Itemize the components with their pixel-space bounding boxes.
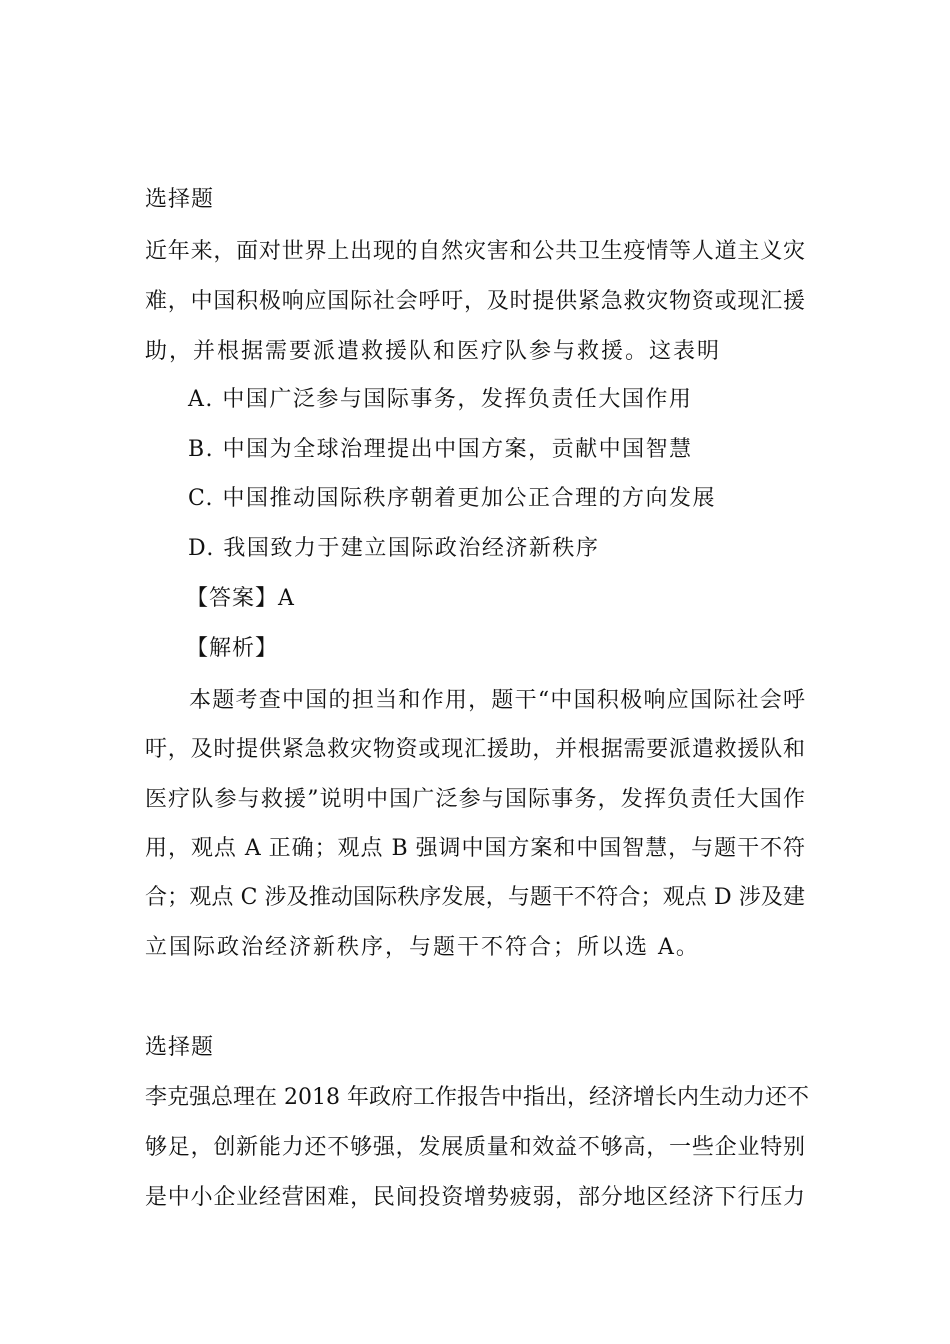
option-b: B. 中国为全球治理提出中国方案，贡献中国智慧	[188, 437, 693, 462]
analysis-line: 立国际政治经济新秩序，与题干不符合；所以选 A。	[145, 935, 700, 960]
question-stem-line: 助，并根据需要派遣救援队和医疗队参与救援。这表明	[145, 339, 722, 364]
analysis-line: 本题考查中国的担当和作用，题干“中国积极响应国际社会呼	[189, 688, 805, 713]
question-type-label: 选择题	[145, 1035, 215, 1060]
answer-label: 【答案】A	[186, 586, 295, 611]
analysis-line: 吁，及时提供紧急救灾物资或现汇援助，并根据需要派遣救援队和	[145, 737, 805, 762]
question-stem-line: 够足，创新能力还不够强，发展质量和效益不够高，一些企业特别	[145, 1135, 805, 1160]
analysis-line: 合；观点 C 涉及推动国际秩序发展，与题干不符合；观点 D 涉及建	[145, 885, 805, 910]
option-a: A. 中国广泛参与国际事务，发挥负责任大国作用	[188, 387, 693, 412]
analysis-line: 用，观点 A 正确；观点 B 强调中国方案和中国智慧，与题干不符	[145, 836, 805, 861]
question-stem-line: 近年来，面对世界上出现的自然灾害和公共卫生疫情等人道主义灾	[145, 239, 805, 264]
question-stem-line: 是中小企业经营困难，民间投资增势疲弱，部分地区经济下行压力	[145, 1185, 805, 1210]
question-stem-line: 难，中国积极响应国际社会呼吁，及时提供紧急救灾物资或现汇援	[145, 289, 805, 314]
option-c: C. 中国推动国际秩序朝着更加公正合理的方向发展	[188, 486, 717, 511]
analysis-label: 【解析】	[186, 636, 279, 661]
question-stem-line: 李克强总理在 2018 年政府工作报告中指出，经济增长内生动力还不	[145, 1085, 809, 1110]
option-d: D. 我国致力于建立国际政治经济新秩序	[188, 536, 600, 561]
analysis-line: 医疗队参与救援”说明中国广泛参与国际事务，发挥负责任大国作	[145, 787, 805, 812]
question-type-label: 选择题	[145, 187, 215, 212]
